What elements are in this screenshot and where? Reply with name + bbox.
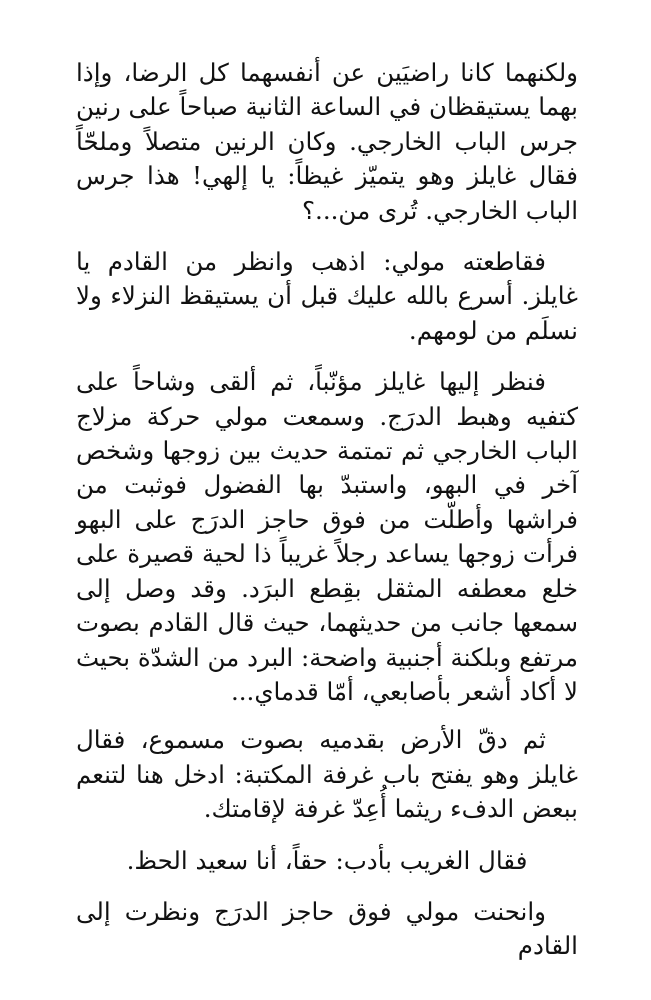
paragraph-4: ثم دقّ الأرض بقدميه بصوت مسموع، فقال غايلز وهو يفتح باب غرفة المكتبة: ادخل هنا لتنعم ببعض الدفء ريثما أُعِدّ غرفة لإقامتك. xyxy=(76,725,578,824)
paragraph-6: وانحنت مولي فوق حاجز الدرَج ونظرت إلى القادم xyxy=(76,896,578,961)
paragraph-3: فنظر إليها غايلز مؤنّباً، ثم ألقى وشاحاً على كتفيه وهبط الدرَج. وسمعت مولي حركة مزلاج الباب الخارجي ثم تمتمة حديث بين زوجها وشخص آخر في البهو، واستبدّ بها الفضول فوثبت من فراشها وأطلّت من فوق حاجز الدرَج على البهو فرأت زوجها يساعد رجلاً غريباً ذا لحية قصيرة على خلع معطفه المثقل بقِطع البرَد. وقد وصل إلى سمعها جانب من حديثهما، حيث قال القادم بصوت مرتفع وبلكنة أجنبية واضحة: البرد من الشدّة بحيث لا أكاد أشعر بأصابعي، أمّا قدماي... xyxy=(76,367,578,706)
paragraph-1: ولكنهما كانا راضيَين عن أنفسهما كل الرضا، وإذا بهما يستيقظان في الساعة الثانية صباحاً على رنين جرس الباب الخارجي. وكان الرنين متصلاً وملحّاً فقال غايلز وهو يتميّز غيظاً: يا إلهي! هذا جرس الباب الخارجي. تُرى من...؟ xyxy=(76,58,578,225)
paragraph-2: فقاطعته مولي: اذهب وانظر من القادم يا غايلز. أسرع بالله عليك قبل أن يستيقظ النزلاء ولا نسلَم من لومهم. xyxy=(76,247,578,345)
book-page xyxy=(76,56,578,964)
paragraph-5: فقال الغريب بأدب: حقاً، أنا سعيد الحظ. xyxy=(126,845,528,875)
